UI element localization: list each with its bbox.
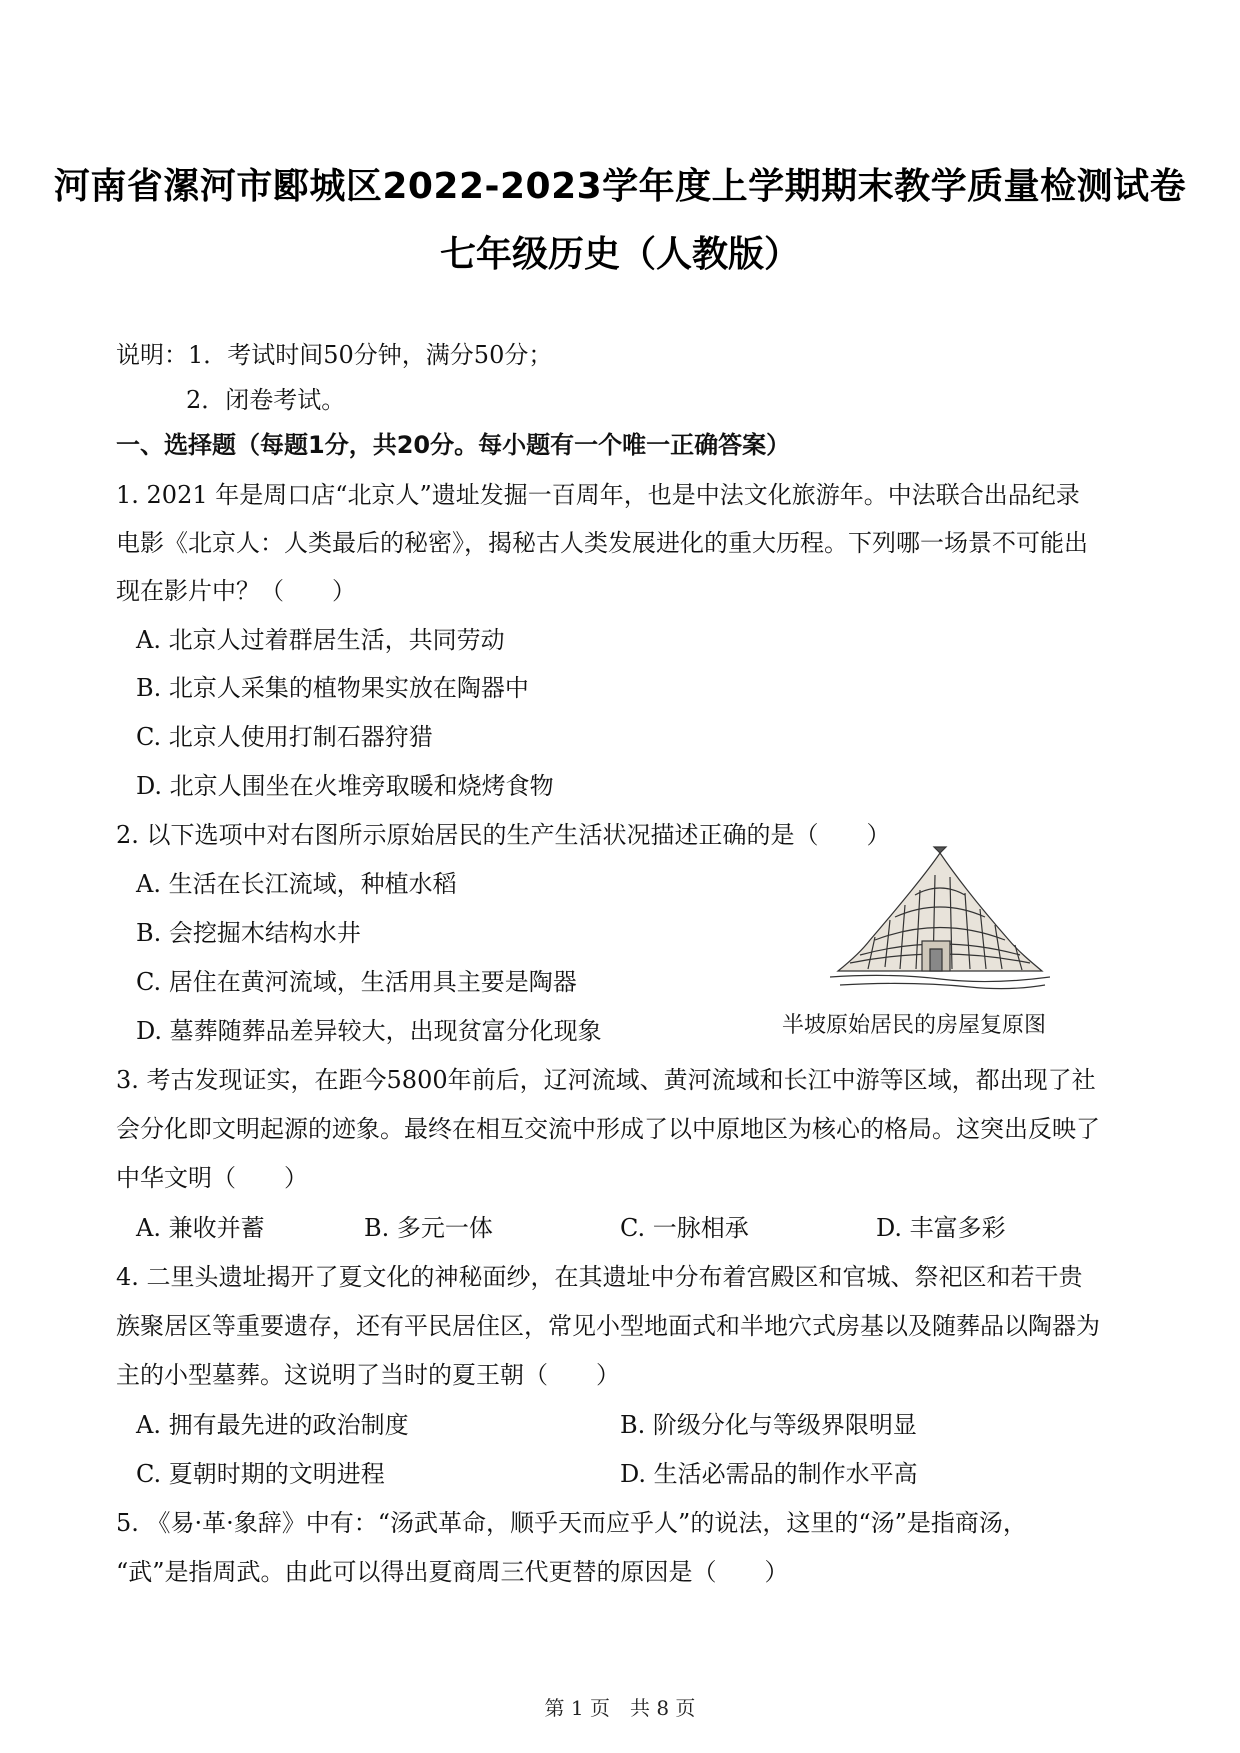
banpo-hut-illustration (830, 845, 1050, 995)
q3-stem-line-3: 中华文明（ ） (116, 1164, 308, 1192)
notes-line-2: 2．闭卷考试。 (186, 386, 346, 414)
exam-subtitle: 七年级历史（人教版） (439, 234, 800, 275)
exam-title: 河南省漯河市郾城区2022-2023学年度上学期期末教学质量检测试卷 (53, 166, 1187, 207)
section-heading: 一、选择题（每题1分，共20分。每小题有一个唯一正确答案） (116, 431, 791, 459)
q1-stem-line-1: 1. 2021 年是周口店“北京人”遗址发掘一百周年，也是中法文化旅游年。中法联合出品纪录 (116, 481, 1080, 509)
q3-option-d: D. 丰富多彩 (876, 1214, 1006, 1242)
q1-option-b: B. 北京人采集的植物果实放在陶器中 (136, 674, 529, 702)
q4-option-a: A. 拥有最先进的政治制度 (136, 1411, 409, 1439)
figure-caption: 半坡原始居民的房屋复原图 (782, 1013, 1047, 1038)
q1-option-d: D. 北京人围坐在火堆旁取暖和烧烤食物 (136, 772, 554, 800)
q2-option-c: C. 居住在黄河流域，生活用具主要是陶器 (136, 968, 577, 996)
q1-option-a: A. 北京人过着群居生活，共同劳动 (136, 626, 505, 654)
q4-option-d: D. 生活必需品的制作水平高 (620, 1460, 918, 1488)
q3-option-c: C. 一脉相承 (620, 1214, 749, 1242)
q5-stem-line-1: 5. 《易·革·象辞》中有：“汤武革命，顺乎天而应乎人”的说法，这里的“汤”是指商汤， (116, 1509, 1027, 1537)
q4-stem-line-2: 族聚居区等重要遗存，还有平民居住区，常见小型地面式和半地穴式房基以及随葬品以陶器为 (116, 1312, 1100, 1340)
q2-stem: 2. 以下选项中对右图所示原始居民的生产生活状况描述正确的是（ ） (116, 821, 891, 849)
q5-stem-line-2: “武”是指周武。由此可以得出夏商周三代更替的原因是（ ） (116, 1558, 789, 1586)
q4-stem-line-3: 主的小型墓葬。这说明了当时的夏王朝（ ） (116, 1361, 620, 1389)
q4-stem-line-1: 4. 二里头遗址揭开了夏文化的神秘面纱，在其遗址中分布着宫殿区和官城、祭祀区和若干贵 (116, 1263, 1083, 1291)
notes-line-1: 说明：1．考试时间50分钟，满分50分； (116, 341, 553, 369)
q1-option-c: C. 北京人使用打制石器狩猎 (136, 723, 433, 751)
q4-option-b: B. 阶级分化与等级界限明显 (620, 1411, 917, 1439)
page-footer: 第 1 页 共 8 页 (544, 1696, 696, 1720)
q2-option-a: A. 生活在长江流域，种植水稻 (136, 870, 457, 898)
q3-stem-line-2: 会分化即文明起源的迹象。最终在相互交流中形成了以中原地区为核心的格局。这突出反映了 (116, 1115, 1100, 1143)
q2-option-b: B. 会挖掘木结构水井 (136, 919, 361, 947)
q3-stem-line-1: 3. 考古发现证实，在距今5800年前后，辽河流域、黄河流域和长江中游等区域，都出现了社 (116, 1066, 1096, 1094)
q1-stem-line-2: 电影《北京人：人类最后的秘密》，揭秘古人类发展进化的重大历程。下列哪一场景不可能出 (116, 529, 1088, 557)
q3-option-a: A. 兼收并蓄 (136, 1214, 265, 1242)
q3-option-b: B. 多元一体 (364, 1214, 493, 1242)
q1-stem-line-3: 现在影片中？（ ） (116, 577, 356, 605)
q4-option-c: C. 夏朝时期的文明进程 (136, 1460, 385, 1488)
q2-option-d: D. 墓葬随葬品差异较大，出现贫富分化现象 (136, 1017, 602, 1045)
